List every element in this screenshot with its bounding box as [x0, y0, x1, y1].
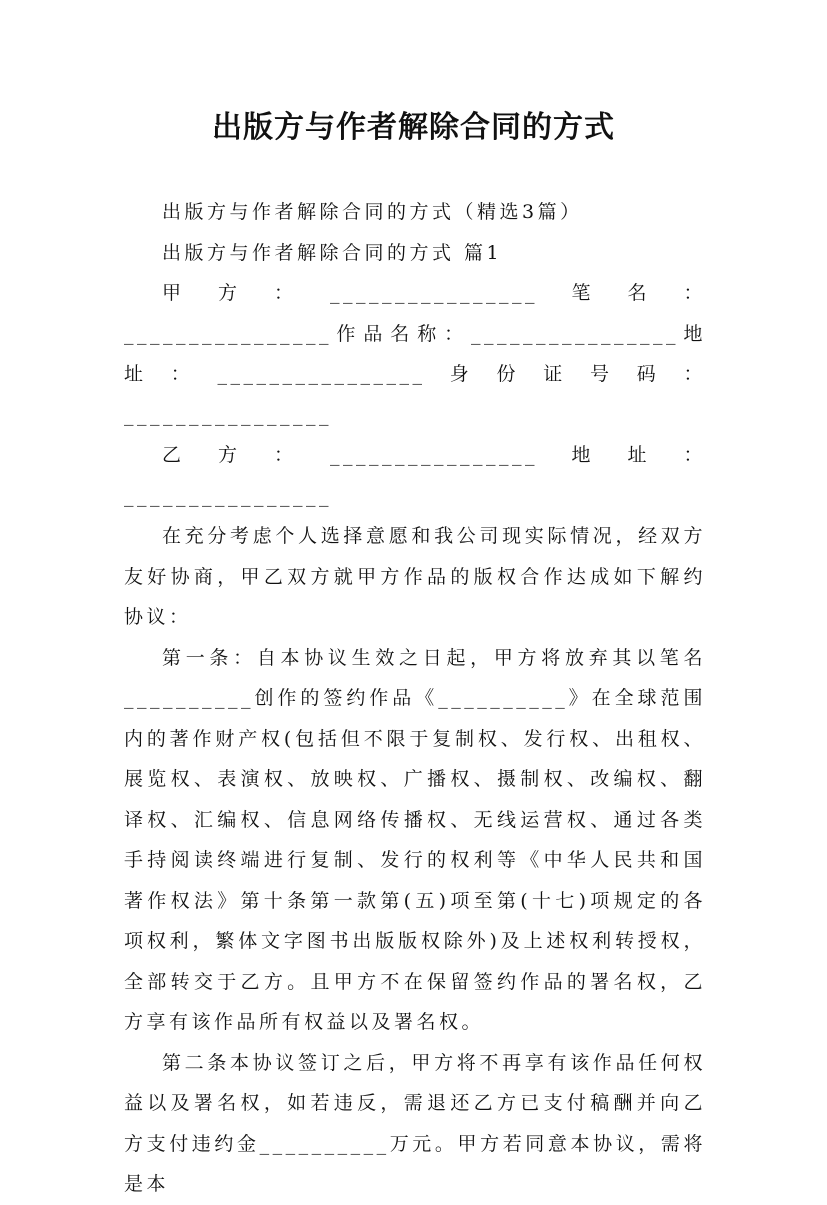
paragraph-preamble: 在充分考虑个人选择意愿和我公司现实际情况，经双方友好协商，甲乙双方就甲方作品的版权合作达成如下解约协议：	[124, 525, 706, 628]
paragraph-section-heading: 出版方与作者解除合同的方式 篇1	[162, 241, 503, 264]
paragraph-subtitle: 出版方与作者解除合同的方式（精选3篇）	[162, 201, 583, 223]
paragraph-article-1: 第一条：自本协议生效之日起，甲方将放弃其以笔名__________创作的签约作品《__________》在全球范围内的著作财产权(包括但不限于复制权、发行权、出租权、展览权、表演权、放映权、广播权、摄制权、改编权、翻译权、汇编权、信息网络传播权、无线运营权、通过各类手持阅读终端进行复制、发行的权利等《中华人民共和国著作权法》第十条第一款第(五)项至第(十七)项规定的各项权利，繁体文字图书出版版权除外)及上述权利转授权，全部转交于乙方。且甲方不在保留签约作品的署名权，乙方享有该作品所有权益以及署名权。	[124, 646, 706, 1033]
paragraph-party-a: 甲方：________________笔名：________________作品名称：________________地址：________________身份证号码：________________	[124, 282, 706, 426]
document-title: 出版方与作者解除合同的方式	[212, 110, 615, 145]
document-body	[124, 192, 706, 1205]
paragraph-article-2: 第二条本协议签订之后，甲方将不再享有该作品任何权益以及署名权，如若违反，需退还乙方已支付稿酬并向乙方支付违约金__________万元。甲方若同意本协议，需将是本	[124, 1051, 706, 1195]
paragraph-party-b: 乙方：________________地址：________________	[124, 444, 706, 507]
